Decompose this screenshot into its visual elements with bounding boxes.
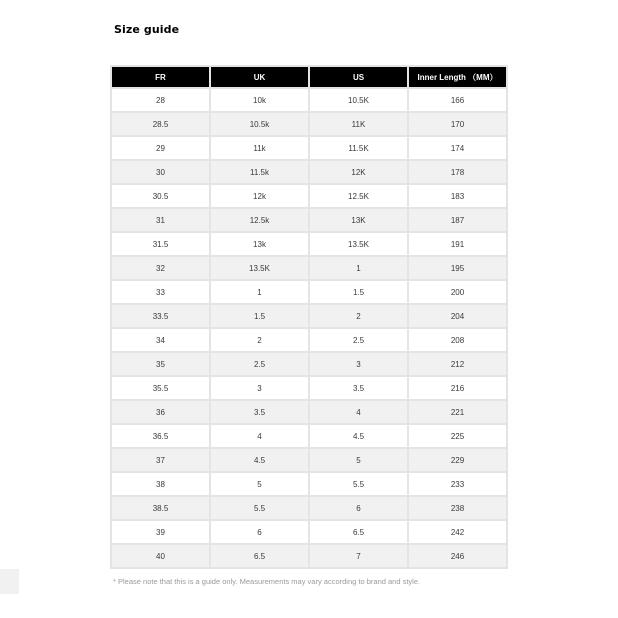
- table-row: [112, 113, 506, 135]
- cell-inner-length: 221: [409, 401, 506, 423]
- cell-uk: 5: [211, 473, 308, 495]
- table-row: [112, 137, 506, 159]
- cell-uk: 10k: [211, 89, 308, 111]
- disclaimer-note: * Please note that this is a guide only. Measurements may vary according to brand and style.: [113, 577, 421, 586]
- table-row: [112, 353, 506, 375]
- cell-us: 2.5: [310, 329, 407, 351]
- cell-inner-length: 187: [409, 209, 506, 231]
- cell-uk: 6: [211, 521, 308, 543]
- cell-fr: 28: [112, 89, 209, 111]
- cell-us: 3.5: [310, 377, 407, 399]
- size-table-container: [110, 65, 508, 569]
- cell-fr: 39: [112, 521, 209, 543]
- cell-inner-length: 246: [409, 545, 506, 567]
- cell-fr: 32: [112, 257, 209, 279]
- cell-fr: 38.5: [112, 497, 209, 519]
- cell-inner-length: 170: [409, 113, 506, 135]
- cell-inner-length: 191: [409, 233, 506, 255]
- cell-uk: 13.5K: [211, 257, 308, 279]
- cell-fr: 33: [112, 281, 209, 303]
- cell-uk: 2: [211, 329, 308, 351]
- table-row: [112, 305, 506, 327]
- cell-fr: 28.5: [112, 113, 209, 135]
- cell-fr: 34: [112, 329, 209, 351]
- cell-inner-length: 212: [409, 353, 506, 375]
- size-table: [110, 65, 508, 569]
- column-header-fr: FR: [112, 67, 209, 87]
- cell-uk: 4: [211, 425, 308, 447]
- cell-inner-length: 178: [409, 161, 506, 183]
- cell-fr: 36.5: [112, 425, 209, 447]
- table-row: [112, 449, 506, 471]
- table-row: [112, 425, 506, 447]
- cell-uk: 1: [211, 281, 308, 303]
- cell-inner-length: 195: [409, 257, 506, 279]
- table-row: [112, 281, 506, 303]
- cell-us: 13K: [310, 209, 407, 231]
- cell-fr: 30: [112, 161, 209, 183]
- cell-uk: 10.5k: [211, 113, 308, 135]
- cell-us: 12K: [310, 161, 407, 183]
- cell-us: 4.5: [310, 425, 407, 447]
- table-row: [112, 185, 506, 207]
- cell-fr: 37: [112, 449, 209, 471]
- table-row: [112, 257, 506, 279]
- cell-uk: 11.5k: [211, 161, 308, 183]
- cell-inner-length: 183: [409, 185, 506, 207]
- cell-us: 6: [310, 497, 407, 519]
- cell-uk: 3: [211, 377, 308, 399]
- cell-uk: 6.5: [211, 545, 308, 567]
- cell-inner-length: 238: [409, 497, 506, 519]
- size-table-header: [112, 67, 506, 87]
- table-row: [112, 473, 506, 495]
- cell-fr: 40: [112, 545, 209, 567]
- cell-us: 1.5: [310, 281, 407, 303]
- cell-uk: 4.5: [211, 449, 308, 471]
- side-panel-fragment: [0, 569, 19, 594]
- cell-us: 2: [310, 305, 407, 327]
- cell-us: 7: [310, 545, 407, 567]
- cell-uk: 12k: [211, 185, 308, 207]
- cell-fr: 36: [112, 401, 209, 423]
- cell-uk: 1.5: [211, 305, 308, 327]
- cell-uk: 12.5k: [211, 209, 308, 231]
- cell-us: 5.5: [310, 473, 407, 495]
- table-row: [112, 497, 506, 519]
- cell-us: 1: [310, 257, 407, 279]
- header-row: [112, 67, 506, 87]
- cell-inner-length: 229: [409, 449, 506, 471]
- column-header-us: US: [310, 67, 407, 87]
- cell-inner-length: 174: [409, 137, 506, 159]
- table-row: [112, 401, 506, 423]
- cell-uk: 11k: [211, 137, 308, 159]
- cell-inner-length: 225: [409, 425, 506, 447]
- table-row: [112, 161, 506, 183]
- cell-fr: 29: [112, 137, 209, 159]
- cell-fr: 33.5: [112, 305, 209, 327]
- column-header-uk: UK: [211, 67, 308, 87]
- table-row: [112, 329, 506, 351]
- cell-us: 10.5K: [310, 89, 407, 111]
- size-table-body: [112, 89, 506, 567]
- cell-inner-length: 200: [409, 281, 506, 303]
- cell-us: 5: [310, 449, 407, 471]
- cell-us: 4: [310, 401, 407, 423]
- cell-inner-length: 166: [409, 89, 506, 111]
- cell-uk: 13k: [211, 233, 308, 255]
- cell-us: 3: [310, 353, 407, 375]
- cell-inner-length: 233: [409, 473, 506, 495]
- cell-us: 11.5K: [310, 137, 407, 159]
- table-row: [112, 545, 506, 567]
- table-row: [112, 377, 506, 399]
- table-row: [112, 521, 506, 543]
- cell-fr: 31.5: [112, 233, 209, 255]
- table-row: [112, 233, 506, 255]
- cell-us: 11K: [310, 113, 407, 135]
- cell-uk: 2.5: [211, 353, 308, 375]
- cell-inner-length: 208: [409, 329, 506, 351]
- cell-fr: 35: [112, 353, 209, 375]
- cell-fr: 30.5: [112, 185, 209, 207]
- cell-fr: 31: [112, 209, 209, 231]
- cell-inner-length: 204: [409, 305, 506, 327]
- cell-inner-length: 242: [409, 521, 506, 543]
- cell-us: 13.5K: [310, 233, 407, 255]
- table-row: [112, 89, 506, 111]
- cell-fr: 38: [112, 473, 209, 495]
- cell-us: 6.5: [310, 521, 407, 543]
- column-header-inner-length: Inner Length （MM）: [409, 67, 506, 87]
- cell-us: 12.5K: [310, 185, 407, 207]
- table-row: [112, 209, 506, 231]
- page-title: Size guide: [114, 23, 180, 36]
- cell-uk: 3.5: [211, 401, 308, 423]
- cell-uk: 5.5: [211, 497, 308, 519]
- cell-fr: 35.5: [112, 377, 209, 399]
- cell-inner-length: 216: [409, 377, 506, 399]
